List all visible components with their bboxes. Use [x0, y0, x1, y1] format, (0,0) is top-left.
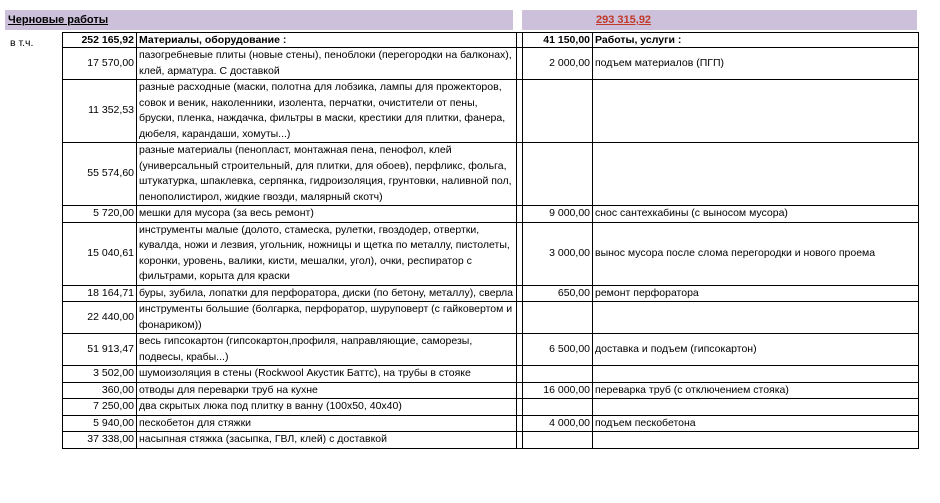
table-row [63, 415, 919, 432]
work-description-cell[interactable] [593, 399, 919, 416]
section-total[interactable]: 293 315,92 [596, 14, 652, 26]
work-description-cell[interactable] [593, 80, 919, 143]
table-row [63, 366, 919, 383]
table-row [63, 222, 919, 285]
section-title[interactable]: Черновые работы [8, 14, 109, 26]
materials-total-cell[interactable]: 252 165,92 [63, 33, 137, 48]
work-amount-cell[interactable] [523, 80, 593, 143]
material-amount-cell[interactable]: 55 574,60 [63, 143, 137, 206]
work-amount-cell[interactable] [523, 399, 593, 416]
work-description-cell[interactable] [593, 366, 919, 383]
header-band-right [522, 10, 917, 30]
work-amount-cell[interactable] [523, 366, 593, 383]
work-amount-cell[interactable]: 2 000,00 [523, 48, 593, 80]
work-amount-cell[interactable] [523, 302, 593, 334]
works-label-cell[interactable]: Работы, услуги : [593, 33, 919, 48]
work-amount-cell[interactable] [523, 143, 593, 206]
materials-label-cell[interactable]: Материалы, оборудование : [137, 33, 517, 48]
material-amount-cell[interactable]: 51 913,47 [63, 334, 137, 366]
work-description-cell[interactable]: ремонт перфоратора [593, 285, 919, 302]
work-amount-cell[interactable]: 3 000,00 [523, 222, 593, 285]
material-description-cell[interactable]: мешки для мусора (за весь ремонт) [137, 206, 517, 223]
work-amount-cell[interactable]: 16 000,00 [523, 382, 593, 399]
work-description-cell[interactable]: подъем материалов (ПГП) [593, 48, 919, 80]
material-description-cell[interactable]: разные материалы (пенопласт, монтажная пена, пенофол, клей (универсальный строительный, для плитки, для обоев), перфликс, фольга, штукатурка, шпаклевка, серпянка, гидроизоляция, грунтовки, наливной пол, пенополистирол, жидкие гвозди, малярный скотч) [137, 143, 517, 206]
table-row [63, 48, 919, 80]
material-description-cell[interactable]: инструменты большие (болгарка, перфоратор, шуруповерт (с гайковертом и фонариком)) [137, 302, 517, 334]
work-description-cell[interactable]: переварка труб (с отключением стояка) [593, 382, 919, 399]
table-row [63, 334, 919, 366]
work-description-cell[interactable]: подъем пескобетона [593, 415, 919, 432]
material-amount-cell[interactable]: 360,00 [63, 382, 137, 399]
material-description-cell[interactable]: весь гипсокартон (гипсокартон,профиля, направляющие, саморезы, подвесы, крабы...) [137, 334, 517, 366]
work-amount-cell[interactable] [523, 432, 593, 449]
material-description-cell[interactable]: разные расходные (маски, полотна для лобзика, лампы для прожекторов, совок и веник, наколенники, изолента, перчатки, очистители от пены, бруски, пленка, наждачка, фильтры в маски, крестики для плитки, фанера, дюбеля, карандаши, хомуты...) [137, 80, 517, 143]
material-amount-cell[interactable]: 11 352,53 [63, 80, 137, 143]
material-description-cell[interactable]: буры, зубила, лопатки для перфоратора, диски (по бетону, металлу), сверла [137, 285, 517, 302]
work-amount-cell[interactable]: 6 500,00 [523, 334, 593, 366]
vtch-label: в т.ч. [10, 37, 34, 49]
cost-table [62, 32, 919, 449]
works-total-cell[interactable]: 41 150,00 [523, 33, 593, 48]
material-amount-cell[interactable]: 37 338,00 [63, 432, 137, 449]
table-row [63, 302, 919, 334]
material-amount-cell[interactable]: 22 440,00 [63, 302, 137, 334]
material-description-cell[interactable]: пазогребневые плиты (новые стены), пеноблоки (перегородки на балконах), клей, арматура. С доставкой [137, 48, 517, 80]
material-description-cell[interactable]: шумоизоляция в стены (Rockwool Акустик Баттс), на трубы в стояке [137, 366, 517, 383]
table-header-row [63, 33, 919, 48]
material-amount-cell[interactable]: 5 940,00 [63, 415, 137, 432]
work-amount-cell[interactable]: 650,00 [523, 285, 593, 302]
work-amount-cell[interactable]: 4 000,00 [523, 415, 593, 432]
work-description-cell[interactable]: доставка и подъем (гипсокартон) [593, 334, 919, 366]
work-description-cell[interactable]: снос сантехкабины (с выносом мусора) [593, 206, 919, 223]
work-description-cell[interactable] [593, 432, 919, 449]
work-description-cell[interactable]: вынос мусора после слома перегородки и нового проема [593, 222, 919, 285]
work-amount-cell[interactable]: 9 000,00 [523, 206, 593, 223]
material-description-cell[interactable]: отводы для переварки труб на кухне [137, 382, 517, 399]
table-row [63, 432, 919, 449]
material-amount-cell[interactable]: 5 720,00 [63, 206, 137, 223]
material-amount-cell[interactable]: 15 040,61 [63, 222, 137, 285]
table-row [63, 382, 919, 399]
table-row [63, 143, 919, 206]
material-description-cell[interactable]: инструменты малые (долото, стамеска, рулетки, гвоздодер, отвертки, кувалда, ножи и лезвия, угольник, ножницы и щетка по металлу, пистолеты, коронки, уровень, валики, кисти, мешалки, угол), очки, респиратор с фильтрами, корыта для краски [137, 222, 517, 285]
material-description-cell[interactable]: пескобетон для стяжки [137, 415, 517, 432]
material-amount-cell[interactable]: 3 502,00 [63, 366, 137, 383]
material-amount-cell[interactable]: 17 570,00 [63, 48, 137, 80]
table-row [63, 80, 919, 143]
work-description-cell[interactable] [593, 302, 919, 334]
material-amount-cell[interactable]: 18 164,71 [63, 285, 137, 302]
table-row [63, 206, 919, 223]
material-description-cell[interactable]: насыпная стяжка (засыпка, ГВЛ, клей) с доставкой [137, 432, 517, 449]
table-row [63, 399, 919, 416]
material-description-cell[interactable]: два скрытых люка под плитку в ванну (100x50, 40x40) [137, 399, 517, 416]
material-amount-cell[interactable]: 7 250,00 [63, 399, 137, 416]
work-description-cell[interactable] [593, 143, 919, 206]
table-row [63, 285, 919, 302]
